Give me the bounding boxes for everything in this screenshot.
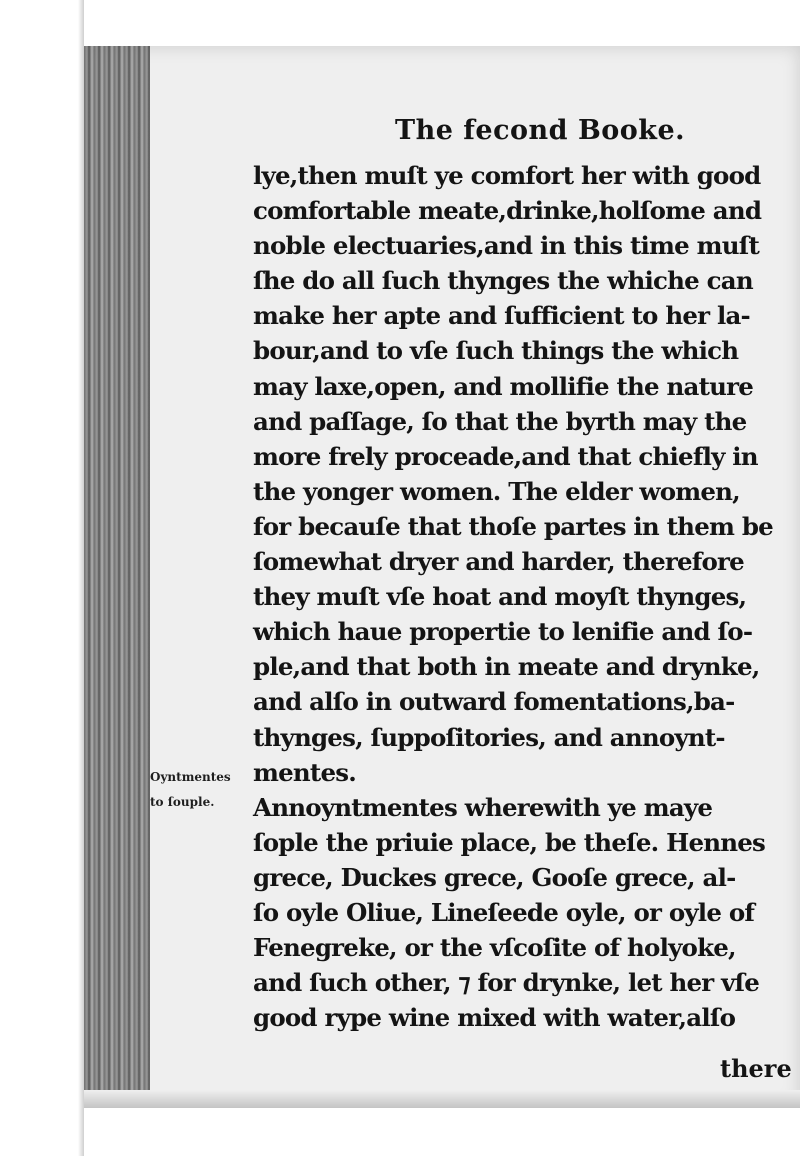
running-head: The fecond Booke. <box>395 115 686 146</box>
text-line: lye,then muſt ye comfort her with good <box>253 161 761 190</box>
leaf-bottom-edge <box>84 1090 800 1108</box>
text-line: make her apte and ſufficient to her la- <box>253 301 750 331</box>
scanner-edge <box>0 0 84 1156</box>
text-line: Fenegreke, or the vſcoſite of holyoke, <box>253 933 736 963</box>
text-line: ſomewhat dryer and harder, therefore <box>253 547 744 577</box>
catchword: there <box>720 1054 792 1083</box>
text-line: may laxe,open, and mollifie the nature <box>253 371 754 401</box>
text-line: and ſuch other, ⁊ for drynke, let her vſe <box>253 968 760 998</box>
book-gutter <box>84 46 150 1108</box>
text-line: comfortable meate,drinke,holſome and <box>253 196 762 226</box>
text-line: they muſt vſe hoat and moyſt thynges, <box>253 582 747 612</box>
text-line: bour,and to vſe ſuch things the which <box>253 336 739 366</box>
text-line: and paſſage, ſo that the byrth may the <box>253 406 747 436</box>
text-line: which haue propertie to lenifie and ſo- <box>253 617 753 647</box>
text-line: the yonger women. The elder women, <box>253 476 740 506</box>
margin-note-line: to ſouple. <box>150 795 215 809</box>
text-line: noble electuaries,and in this time muſt <box>253 231 760 261</box>
body-text <box>253 158 773 1035</box>
text-line: good rype wine mixed with water,alſo <box>253 1003 736 1033</box>
text-line: for becauſe that thoſe partes in them be <box>253 511 773 541</box>
text-line: Annoyntmentes wherewith ye maye <box>253 792 713 822</box>
text-line: ſo oyle Oliue, Lineſeede oyle, or oyle of <box>253 897 755 927</box>
text-line: grece, Duckes grece, Gooſe grece, al- <box>253 862 736 892</box>
text-line: mentes. <box>253 757 356 787</box>
text-line: ſople the priuie place, be theſe. Hennes <box>253 827 766 857</box>
text-line: ple,and that both in meate and drynke, <box>253 652 760 682</box>
margin-note <box>150 765 231 815</box>
margin-note-line: Oyntmentes <box>150 770 231 784</box>
text-line: thynges, ſuppoſitories, and annoynt- <box>253 722 725 752</box>
text-line: more frely proceade,and that chiefly in <box>253 441 758 471</box>
text-line: ſhe do all ſuch thynges the whiche can <box>253 266 753 296</box>
text-line: and alſo in outward fomentations,ba- <box>253 687 735 717</box>
